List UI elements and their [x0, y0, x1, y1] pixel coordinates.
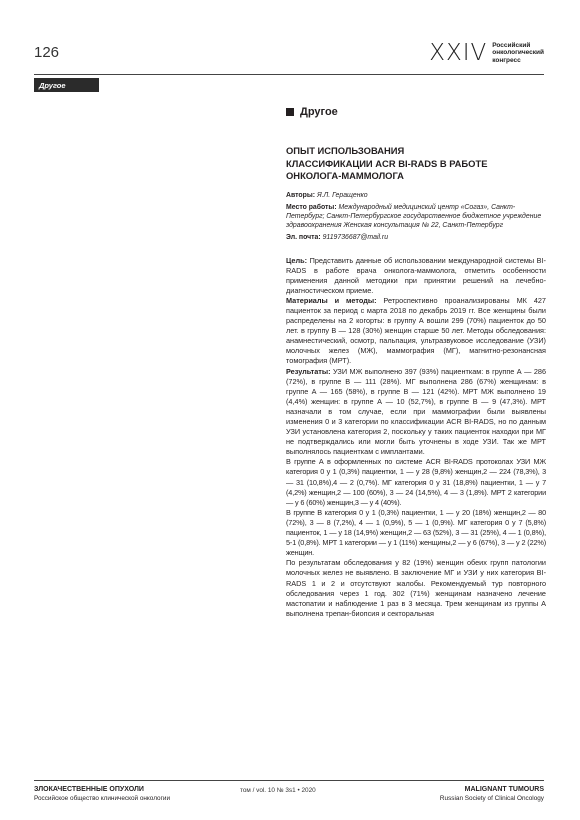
footer-journal-en	[440, 785, 544, 803]
email-line	[286, 233, 546, 242]
results-text: УЗИ МЖ выполнено 397 (93%) пациенткам: в группе А — 286 (72%), в группе В — 111 (28%). МГ выполнена 286 (67%) женщинам: в группе А — 165 (58%), в группе В — 121 (42%). МРТ МЖ выполнено 19 (4,4%) женщин: в группе А — 10 (52,7%), в группе В — 9 (47,3%). МРТ назначали в том случае, если при маммографии были выявлены изменения 0 и 3 категории по классификации ACR BI-RADS, но по данным УЗИ установлена категория 2, поскольку у таких пациенток находки при МГ не подтверждались или могли быть уточнены в ходе УЗИ. Так же МРТ выполнялось пациенткам с имплантами.	[286, 366, 546, 457]
article-title-line: ОНКОЛОГА-МАММОЛОГА	[286, 170, 404, 181]
congress-roman-numeral: XXIV	[429, 40, 488, 66]
workplace-value: Международный медицинский центр «Согаз», Санкт-Петербург; Санкт-Петербургское государственное бюджетное учреждение здравоохранения Женская консультация № 22, Санкт-Петербург	[286, 203, 542, 229]
article-body	[286, 256, 546, 619]
footer-society-en: Russian Society of Clinical Oncology	[439, 795, 544, 802]
email-value: 9119736687@mail.ru	[322, 233, 389, 241]
footer-divider	[34, 780, 544, 781]
section-tab: Другое	[34, 78, 99, 92]
goal-label: Цель:	[286, 255, 308, 265]
authors-label: Авторы:	[286, 191, 316, 199]
footer-journal-title-en: MALIGNANT TUMOURS	[464, 786, 544, 793]
section-heading-text: Другое	[300, 106, 338, 118]
congress-name	[492, 42, 544, 65]
article-title-line: КЛАССИФИКАЦИИ ACR BI-RADS В РАБОТЕ	[286, 157, 488, 169]
workplace-label: Место работы:	[286, 203, 337, 211]
authors-value: Я.Л. Геращенко	[316, 191, 368, 199]
authors-line	[286, 191, 546, 200]
page-number: 126	[34, 44, 60, 61]
group-a-paragraph: В группе А в оформленных по системе ACR BI-RADS протоколах УЗИ МЖ категория 0 у 1 (0,3%) пациентки, 1 — у 28 (9,8%) женщин,2 — 224 (78,3%), 3 — 31 (10,8%),4 — 2 (0,7%). МГ категория 0 у 31 (18,8%) пациентки, 1 — у 7 (4,2%) женщин,2 — 100 (60%), 3 — 24 (14,5%), 4 — 3 (1,8%). МРТ 2 категории — у 6 (60%) женщин,3 — у 4 (40%).	[286, 457, 546, 507]
goal-paragraph	[286, 256, 546, 296]
footer-journal-title-ru: ЗЛОКАЧЕСТВЕННЫЕ ОПУХОЛИ	[34, 786, 144, 793]
article-title-line: ОПЫТ ИСПОЛЬЗОВАНИЯ	[286, 145, 405, 156]
methods-paragraph	[286, 296, 546, 367]
congress-logo	[429, 40, 544, 66]
email-label: Эл. почта:	[286, 233, 321, 241]
conclusion-paragraph: По результатам обследования у 82 (19%) женщин обеих групп патологии молочных желез не выявлено. В заключение МГ и УЗИ у них категория BI-RADS 1 и 2 и отсутствуют жалобы. Рекомендуемый тур повторного обследования через 1 год. 302 (71%) женщинам назначено лечение мастопатии и наблюдение 1 раз в 3 месяца. Трем женщинам из группы А выполнена трепан-биопсия и секторальная	[286, 558, 546, 618]
footer-society-ru: Российское общество клинической онкологии	[34, 795, 171, 802]
article-title	[286, 145, 546, 183]
group-b-paragraph: В группе В категория 0 у 1 (0,3%) пациентки, 1 — у 20 (18%) женщин,2 — 80 (72%), 3 — 8 (7,2%), 4 — 1 (0,9%), 5 — 1 (0,9%). МГ категория 0 у 7 (5,8%) пациенток, 1 — у 18 (14,9%) женщин,2 — 63 (52%), 3 — 31 (25%), 4 — 1 (0,8%), 5-1 (0,8%). МРТ 1 категории — у 1 (11%) женщины,2 — у 6 (67%), 3 — у 2 (22%) женщин.	[286, 507, 546, 558]
section-heading	[286, 106, 546, 118]
congress-name-line: онкологический	[492, 49, 544, 57]
results-label: Результаты:	[286, 366, 331, 376]
workplace-line	[286, 203, 546, 230]
article	[286, 106, 546, 619]
square-bullet-icon	[286, 108, 294, 116]
footer-journal-ru	[34, 785, 170, 803]
results-paragraph	[286, 367, 546, 458]
methods-text: Ретроспективно проанализированы МК 427 пациенток за период с марта 2018 по декабрь 2019 гг. Все женщины были распределены на 2 когорты: в группу А вошли 299 (70%) пациенток до 50 лет. в группу В — 128 (30%) женщин старше 50 лет. Методы обследования: анамнестический, осмотр, пальпация, ультразвуковое исследование (УЗИ) молочных желез (МЖ), маммография (МГ), магнитно-резонансная томография (МРТ).	[286, 295, 546, 366]
goal-text: Представить данные об использовании международной системы BI-RADS в работе врача онколога-маммолога, отметить особенности применения данной методики при принятии решений на лечебно-диагностическом приеме.	[286, 255, 546, 295]
methods-label: Материалы и методы:	[286, 295, 377, 305]
congress-name-line: Российский	[492, 41, 531, 49]
congress-name-line: конгресс	[492, 56, 521, 64]
header-divider	[34, 74, 544, 75]
footer-volume: том / vol. 10 № 3s1 • 2020	[240, 787, 316, 794]
